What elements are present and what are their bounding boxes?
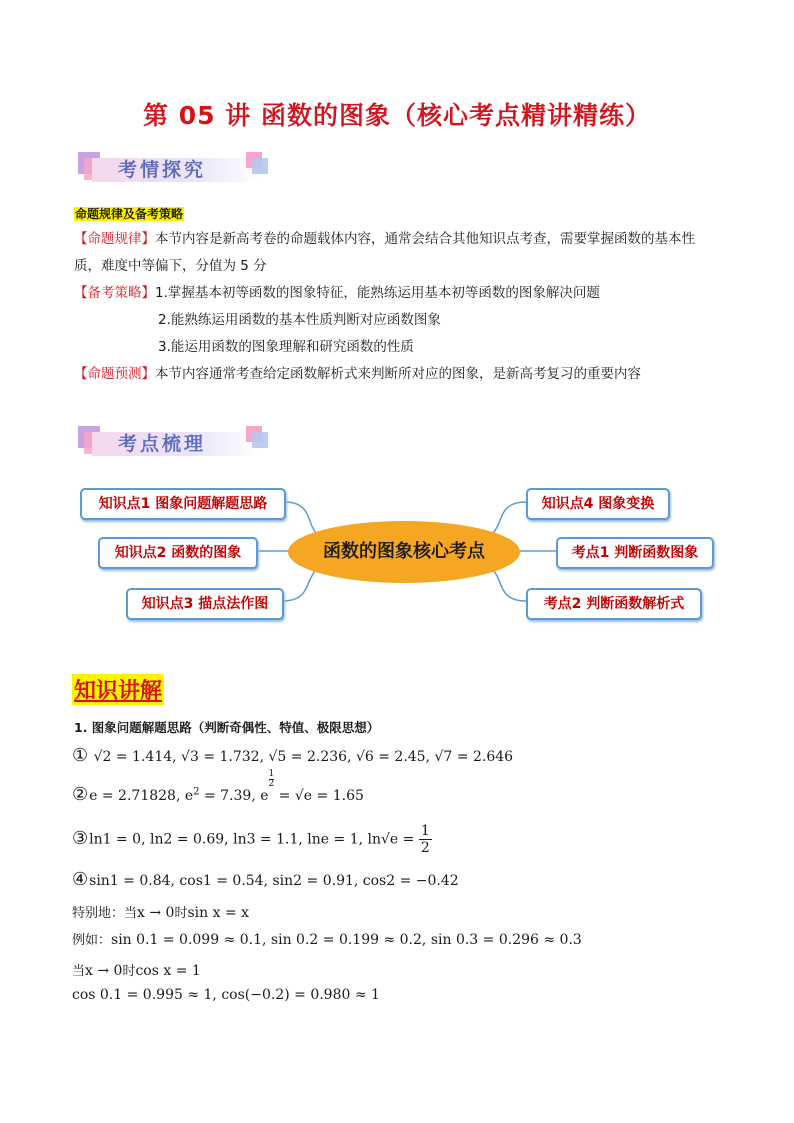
rule-text: 本节内容是新高考卷的命题载体内容，通常会结合其他知识点考查，需要掌握函数的基本性: [155, 231, 695, 247]
example-line: 例如：sin 0.1 = 0.099 ≈ 0.1, sin 0.2 = 0.199 ≈ 0.2, sin 0.3 = 0.296 ≈ 0.3: [72, 932, 582, 948]
prep-item: 1.掌握基本初等函数的图象特征，能熟练运用基本初等函数的图象解决问题: [155, 285, 600, 301]
mindmap-node-left: 知识点3 描点法作图: [126, 588, 284, 620]
prep-item: 2.能熟练运用函数的基本性质判断对应函数图象: [158, 312, 441, 328]
formula-line-1: [72, 745, 513, 766]
exponent-fraction: $\frac{1}{2}$: [268, 769, 275, 789]
formula-term: √7 = 2.646: [434, 749, 514, 765]
mindmap-center: 函数的图象核心考点: [288, 521, 520, 583]
formula-term: √3 = 1.732,: [181, 749, 265, 765]
mindmap-node-left: 知识点2 函数的图象: [98, 537, 258, 569]
circled-number: ④: [72, 869, 89, 890]
section-heading-text: 考情探究: [118, 159, 207, 181]
rule-paragraph-cont: 质，难度中等偏下，分值为 5 分: [74, 258, 267, 274]
special-case-line: 特别地：当x → 0时sin x = x: [72, 905, 250, 921]
formula-line-2: ②e = 2.71828, $e^2 = 7.39$, e $\frac{1}{2}$ = √e = 1.65: [72, 769, 364, 805]
circled-number: ③: [72, 827, 89, 849]
formula-term: √2 = 1.414,: [93, 749, 177, 765]
mindmap-node-right: 知识点4 图象变换: [526, 488, 670, 520]
knowledge-item-title: 1. 图象问题解题思路（判断奇偶性、特值、极限思想）: [74, 720, 380, 735]
formula-line-4: ④sin1 = 0.84, cos1 = 0.54, sin2 = 0.91, cos2 = −0.42: [72, 869, 459, 890]
page-title: 第 05 讲 函数的图象（核心考点精讲精练）: [143, 101, 651, 130]
circled-number: ②: [72, 784, 89, 805]
rule-tag: 【命题规律】: [74, 231, 155, 247]
section-heading-text: 考点梳理: [118, 433, 207, 455]
fraction-one-half: $\frac{1}{2}$: [420, 823, 430, 856]
prep-item: 3.能运用函数的图象理解和研究函数的性质: [158, 339, 414, 355]
knowledge-heading: 知识讲解: [72, 674, 164, 705]
formula-term: √6 = 2.45,: [355, 749, 431, 765]
mindmap-node-right: 考点2 判断函数解析式: [526, 588, 702, 620]
cos-example-line: cos 0.1 = 0.995 ≈ 1, cos(−0.2) = 0.980 ≈ 1: [72, 987, 380, 1003]
forecast-text: 本节内容通常考查给定函数解析式来判断所对应的图象，是新高考复习的重要内容: [155, 366, 641, 382]
circled-number: ①: [72, 745, 89, 766]
strategy-heading: 命题规律及备考策略: [75, 207, 184, 221]
formula-line-3: ③ln1 = 0, ln2 = 0.69, ln3 = 1.1, lne = 1, ln√e = $\frac{1}{2}$: [72, 823, 430, 856]
formula-term: √5 = 2.236,: [268, 749, 352, 765]
mindmap-node-left: 知识点1 图象问题解题思路: [80, 488, 286, 520]
forecast-tag: 【命题预测】: [74, 366, 155, 382]
mindmap-node-right: 考点1 判断函数图象: [556, 537, 714, 569]
prep-tag: 【备考策略】: [74, 285, 155, 301]
cos-case-line: 当x → 0时cos x = 1: [72, 963, 201, 979]
